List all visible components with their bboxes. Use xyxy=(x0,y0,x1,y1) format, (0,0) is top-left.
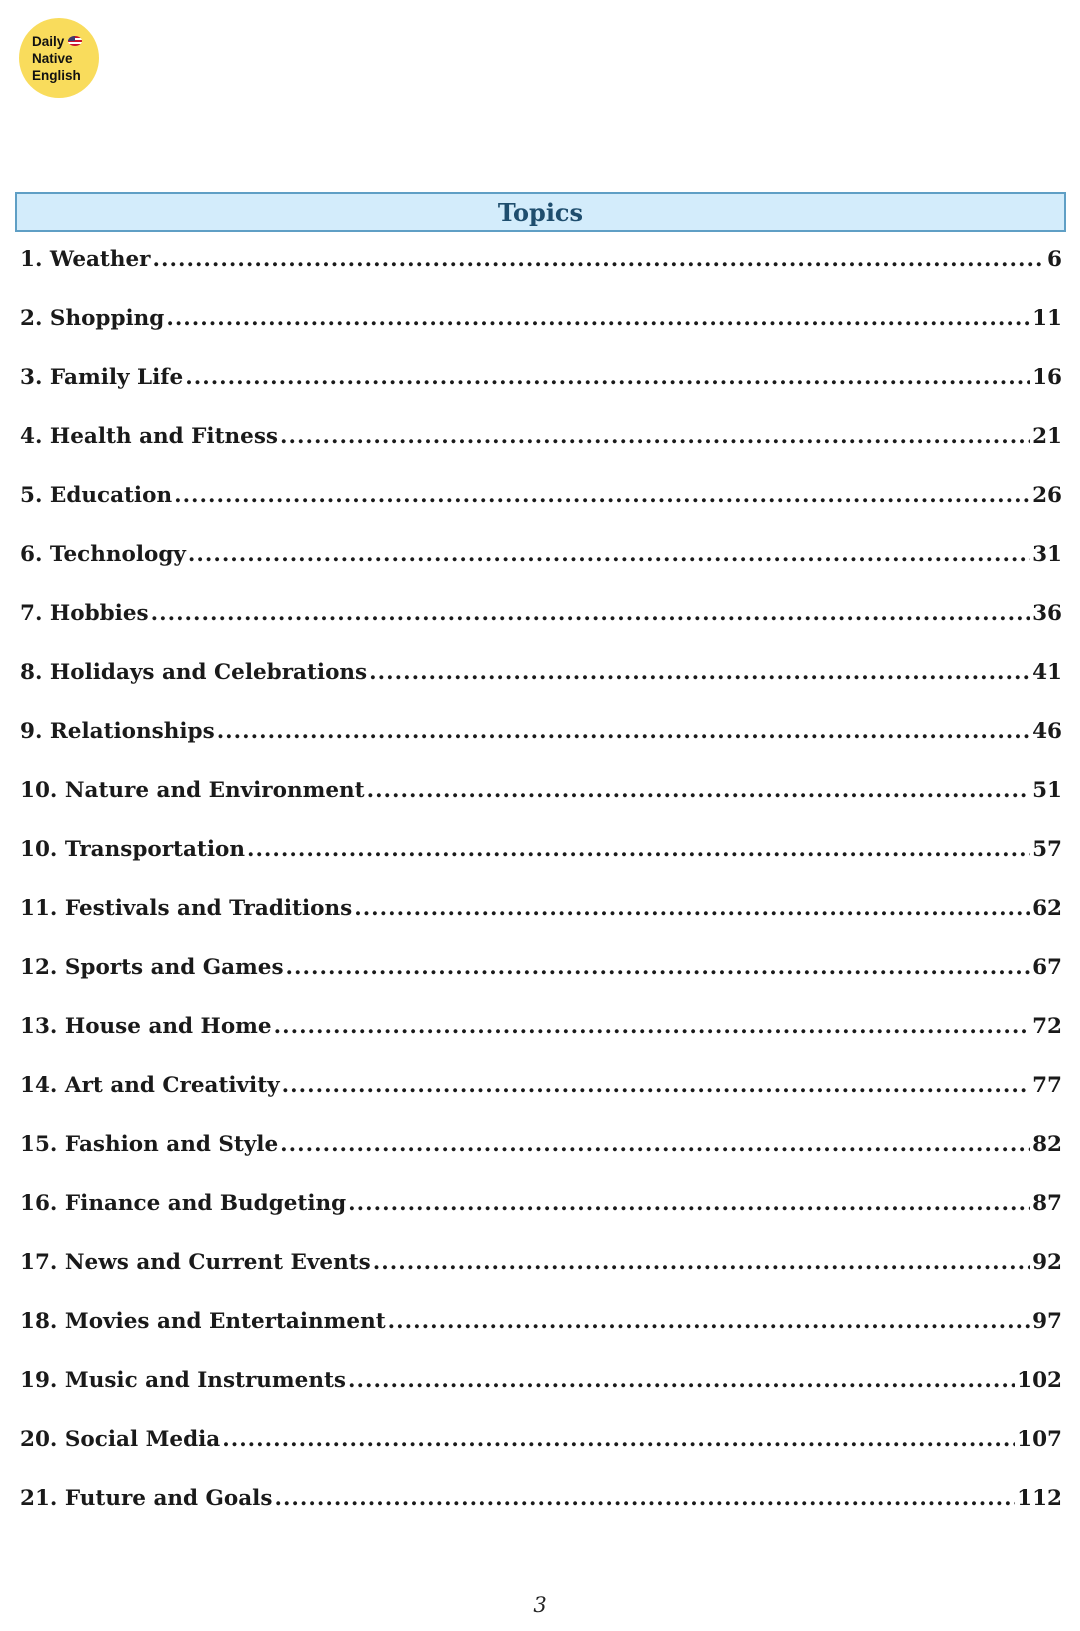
toc-entry-page: 102 xyxy=(1017,1368,1062,1393)
toc-dot-leader xyxy=(369,658,1030,688)
toc-entry-page: 51 xyxy=(1032,778,1062,803)
toc-entry-title: 19. Music and Instruments xyxy=(20,1368,347,1393)
logo-line-3: English xyxy=(32,67,81,83)
page-number: 3 xyxy=(533,1593,547,1617)
toc-dot-leader xyxy=(280,422,1030,452)
toc-entry[interactable] xyxy=(20,1248,1062,1307)
toc-entry-page: 97 xyxy=(1032,1309,1062,1334)
toc-entry[interactable] xyxy=(20,481,1062,540)
toc-entry-page: 82 xyxy=(1032,1132,1062,1157)
topics-title: Topics xyxy=(497,197,584,227)
toc-entry-page: 26 xyxy=(1032,483,1062,508)
toc-entry-page: 31 xyxy=(1032,542,1062,567)
toc-entry-title: 18. Movies and Entertainment xyxy=(20,1309,386,1334)
toc-dot-leader xyxy=(282,1071,1030,1101)
toc-entry-title: 14. Art and Creativity xyxy=(20,1073,280,1098)
toc-entry-page: 77 xyxy=(1032,1073,1062,1098)
toc-entry-page: 62 xyxy=(1032,896,1062,921)
daily-native-english-logo xyxy=(19,18,99,98)
toc-entry-page: 41 xyxy=(1032,660,1062,685)
toc-dot-leader xyxy=(348,1366,1015,1396)
toc-entry[interactable] xyxy=(20,1071,1062,1130)
toc-entry[interactable] xyxy=(20,1366,1062,1425)
toc-entry-page: 57 xyxy=(1032,837,1062,862)
topics-header xyxy=(15,192,1066,232)
toc-entry-title: 10. Nature and Environment xyxy=(20,778,365,803)
toc-entry[interactable] xyxy=(20,363,1062,422)
toc-dot-leader xyxy=(354,894,1030,924)
table-of-contents xyxy=(20,245,1062,1543)
toc-dot-leader xyxy=(388,1307,1030,1337)
toc-entry[interactable] xyxy=(20,245,1062,304)
toc-dot-leader xyxy=(367,776,1031,806)
toc-entry-title: 7. Hobbies xyxy=(20,601,149,626)
toc-entry-page: 107 xyxy=(1017,1427,1062,1452)
toc-entry-page: 72 xyxy=(1032,1014,1062,1039)
toc-dot-leader xyxy=(274,1012,1030,1042)
toc-entry-title: 12. Sports and Games xyxy=(20,955,284,980)
toc-entry[interactable] xyxy=(20,658,1062,717)
toc-entry-title: 16. Finance and Budgeting xyxy=(20,1191,347,1216)
toc-entry-title: 6. Technology xyxy=(20,542,186,567)
toc-entry-title: 15. Fashion and Style xyxy=(20,1132,279,1157)
toc-entry-page: 46 xyxy=(1032,719,1062,744)
toc-entry-title: 21. Future and Goals xyxy=(20,1486,273,1511)
toc-dot-leader xyxy=(185,363,1030,393)
toc-entry-page: 36 xyxy=(1032,601,1062,626)
logo-line-1: Daily xyxy=(32,33,65,49)
toc-dot-leader xyxy=(274,1484,1015,1514)
toc-entry[interactable] xyxy=(20,1130,1062,1189)
toc-entry-title: 20. Social Media xyxy=(20,1427,221,1452)
toc-entry[interactable] xyxy=(20,1189,1062,1248)
toc-entry-title: 5. Education xyxy=(20,483,173,508)
toc-dot-leader xyxy=(151,599,1030,629)
toc-entry[interactable] xyxy=(20,599,1062,658)
toc-entry-title: 13. House and Home xyxy=(20,1014,272,1039)
toc-dot-leader xyxy=(222,1425,1015,1455)
toc-entry[interactable] xyxy=(20,717,1062,776)
toc-entry[interactable] xyxy=(20,1012,1062,1071)
toc-entry[interactable] xyxy=(20,422,1062,481)
toc-entry-title: 3. Family Life xyxy=(20,365,184,390)
toc-entry-page: 112 xyxy=(1017,1486,1062,1511)
toc-entry-title: 4. Health and Fitness xyxy=(20,424,279,449)
toc-entry-page: 67 xyxy=(1032,955,1062,980)
toc-entry-page: 6 xyxy=(1047,247,1062,272)
toc-entry-title: 8. Holidays and Celebrations xyxy=(20,660,368,685)
toc-dot-leader xyxy=(174,481,1030,511)
toc-dot-leader xyxy=(286,953,1031,983)
toc-entry-title: 1. Weather xyxy=(20,247,151,272)
logo-line-1-wrap xyxy=(32,33,82,50)
toc-entry[interactable] xyxy=(20,894,1062,953)
toc-entry-title: 9. Relationships xyxy=(20,719,215,744)
toc-entry[interactable] xyxy=(20,776,1062,835)
toc-entry-page: 21 xyxy=(1032,424,1062,449)
toc-entry-page: 87 xyxy=(1032,1191,1062,1216)
toc-dot-leader xyxy=(373,1248,1030,1278)
toc-dot-leader xyxy=(166,304,1030,334)
us-flag-icon xyxy=(68,36,82,46)
toc-entry-page: 16 xyxy=(1032,365,1062,390)
toc-dot-leader xyxy=(153,245,1046,275)
toc-entry[interactable] xyxy=(20,1425,1062,1484)
toc-entry[interactable] xyxy=(20,835,1062,894)
toc-entry-title: 17. News and Current Events xyxy=(20,1250,371,1275)
toc-entry[interactable] xyxy=(20,1484,1062,1543)
toc-entry-title: 11. Festivals and Traditions xyxy=(20,896,353,921)
toc-entry-title: 10. Transportation xyxy=(20,837,245,862)
toc-dot-leader xyxy=(188,540,1030,570)
toc-dot-leader xyxy=(217,717,1030,747)
toc-entry-title: 2. Shopping xyxy=(20,306,165,331)
logo-line-2: Native xyxy=(32,50,73,66)
toc-dot-leader xyxy=(348,1189,1030,1219)
toc-entry[interactable] xyxy=(20,540,1062,599)
toc-entry-page: 92 xyxy=(1032,1250,1062,1275)
toc-dot-leader xyxy=(247,835,1030,865)
toc-entry[interactable] xyxy=(20,304,1062,363)
toc-dot-leader xyxy=(280,1130,1030,1160)
toc-entry-page: 11 xyxy=(1032,306,1062,331)
toc-entry[interactable] xyxy=(20,953,1062,1012)
toc-entry[interactable] xyxy=(20,1307,1062,1366)
